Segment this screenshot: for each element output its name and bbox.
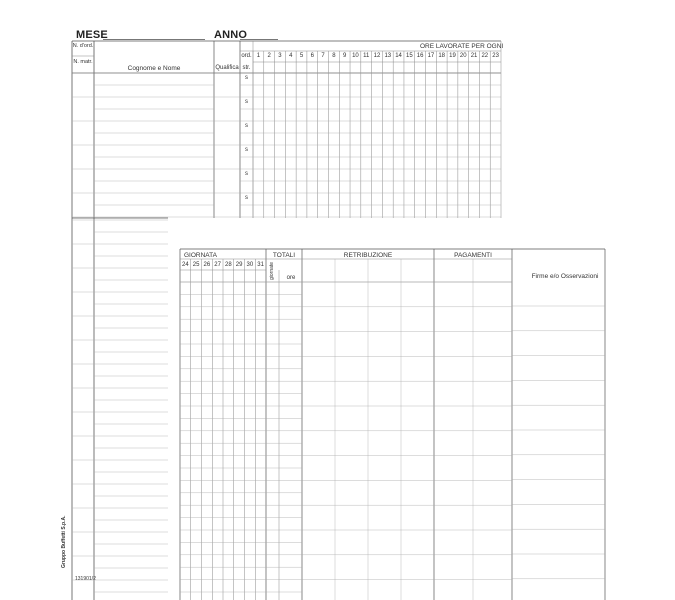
day-header-28: 28 bbox=[225, 262, 232, 268]
publisher-label: Gruppo Buffetti S.p.A. bbox=[61, 515, 67, 568]
day-header-5: 5 bbox=[299, 53, 304, 59]
day-header-7: 7 bbox=[321, 53, 325, 59]
col-cognome-nome: Cognome e Nome bbox=[127, 65, 181, 72]
day-header-3: 3 bbox=[278, 53, 282, 59]
day-header-27: 27 bbox=[214, 262, 221, 268]
day-header-22: 22 bbox=[481, 53, 489, 59]
totali-label: TOTALI bbox=[272, 252, 296, 259]
anno-label: ANNO bbox=[214, 29, 248, 41]
day-header-16: 16 bbox=[416, 53, 424, 59]
day-header-10: 10 bbox=[352, 53, 359, 59]
retribuzione-label: RETRIBUZIONE bbox=[343, 252, 393, 259]
day-header-1: 1 bbox=[256, 53, 261, 59]
day-header-9: 9 bbox=[342, 53, 347, 59]
col-qualifica: Qualifica bbox=[215, 65, 239, 71]
day-header-8: 8 bbox=[332, 53, 336, 59]
ore-label: ore bbox=[286, 275, 296, 281]
day-header-19: 19 bbox=[449, 53, 456, 59]
day-header-21: 21 bbox=[470, 53, 478, 59]
col-n-matr: N. matr. bbox=[73, 59, 93, 65]
col-n-ord: N. d'ord. bbox=[72, 43, 94, 49]
row-marker: s bbox=[245, 99, 248, 105]
giornata-label: GIORNATA bbox=[184, 252, 217, 259]
firme-label: Firme e/o Osservazioni bbox=[531, 273, 599, 280]
day-header-17: 17 bbox=[427, 53, 435, 59]
day-header-18: 18 bbox=[438, 53, 446, 59]
day-header-6: 6 bbox=[310, 53, 314, 59]
ord-label: ord. bbox=[241, 53, 252, 59]
str-label: str. bbox=[242, 65, 251, 71]
row-marker: s bbox=[245, 195, 248, 201]
day-header-13: 13 bbox=[384, 53, 392, 59]
day-header-25: 25 bbox=[192, 262, 200, 268]
ore-lavorate-header: ORE LAVORATE PER OGNI bbox=[420, 43, 504, 50]
row-marker: s bbox=[245, 171, 248, 177]
day-header-11: 11 bbox=[363, 53, 370, 59]
day-header-24: 24 bbox=[182, 262, 189, 268]
day-header-29: 29 bbox=[235, 262, 243, 268]
day-header-31: 31 bbox=[257, 262, 264, 268]
day-header-4: 4 bbox=[289, 53, 293, 59]
form-code: 131901/2 bbox=[75, 576, 96, 582]
mese-label: MESE bbox=[76, 29, 108, 41]
day-header-26: 26 bbox=[203, 262, 211, 268]
giornate-label: giornate bbox=[269, 261, 275, 280]
row-marker: s bbox=[245, 147, 248, 153]
day-header-15: 15 bbox=[406, 53, 413, 59]
day-header-20: 20 bbox=[459, 53, 467, 59]
row-marker: s bbox=[245, 123, 248, 129]
day-header-14: 14 bbox=[395, 53, 402, 59]
day-header-23: 23 bbox=[492, 53, 499, 59]
day-header-30: 30 bbox=[246, 262, 254, 268]
day-header-12: 12 bbox=[373, 53, 381, 59]
pagamenti-label: PAGAMENTI bbox=[454, 252, 492, 259]
row-marker: s bbox=[245, 75, 248, 81]
day-header-2: 2 bbox=[267, 53, 271, 59]
